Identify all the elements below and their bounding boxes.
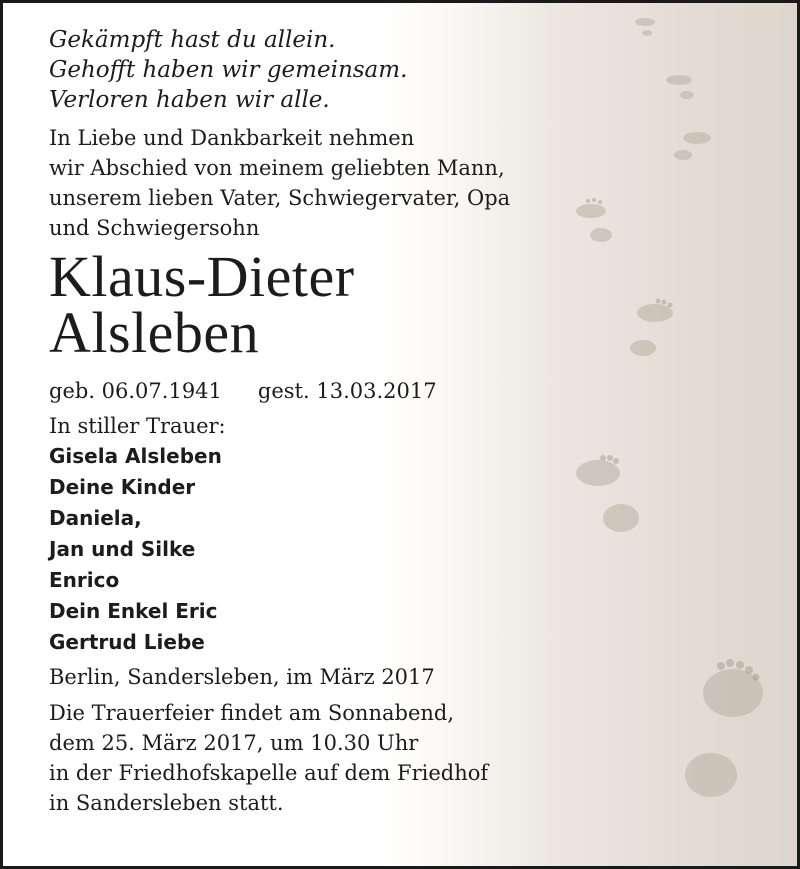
birth-date: geb. 06.07.1941	[49, 379, 222, 403]
place-and-date: Berlin, Sandersleben, im März 2017	[49, 665, 435, 689]
mourner-name: Jan und Silke	[49, 537, 196, 561]
deceased-first-name: Klaus-Dieter	[49, 244, 355, 309]
mourner-name: Gisela Alsleben	[49, 444, 222, 468]
deceased-last-name: Alsleben	[49, 300, 260, 365]
mourner-name: Gertrud Liebe	[49, 630, 205, 654]
intro-line: und Schwiegersohn	[49, 216, 260, 240]
mourner-name: Daniela,	[49, 506, 142, 530]
death-date: gest. 13.03.2017	[257, 379, 437, 403]
intro-text	[49, 123, 519, 243]
deceased-name	[49, 244, 519, 365]
life-dates	[49, 377, 519, 405]
intro-line: unserem lieben Vater, Schwiegervater, Opa	[49, 186, 511, 210]
funeral-line: Die Trauerfeier findet am Sonnabend,	[49, 701, 455, 725]
funeral-line: in Sandersleben statt.	[49, 791, 284, 815]
mourner-name: Deine Kinder	[49, 475, 196, 499]
motto	[49, 25, 519, 115]
mourning-label: In stiller Trauer:	[49, 414, 226, 438]
funeral-line: in der Friedhofskapelle auf dem Friedhof	[49, 761, 489, 785]
mourners-list	[49, 441, 519, 658]
motto-line: Gehofft haben wir gemeinsam.	[49, 57, 408, 83]
funeral-info	[49, 698, 519, 818]
mourner-name: Dein Enkel Eric	[49, 599, 218, 623]
motto-line: Verloren haben wir alle.	[49, 87, 330, 113]
intro-line: wir Abschied von meinem geliebten Mann,	[49, 156, 505, 180]
funeral-line: dem 25. März 2017, um 10.30 Uhr	[49, 731, 419, 755]
mourner-name: Enrico	[49, 568, 120, 592]
obituary-text	[49, 25, 519, 818]
motto-line: Gekämpft hast du allein.	[49, 27, 336, 53]
intro-line: In Liebe und Dankbarkeit nehmen	[49, 126, 415, 150]
